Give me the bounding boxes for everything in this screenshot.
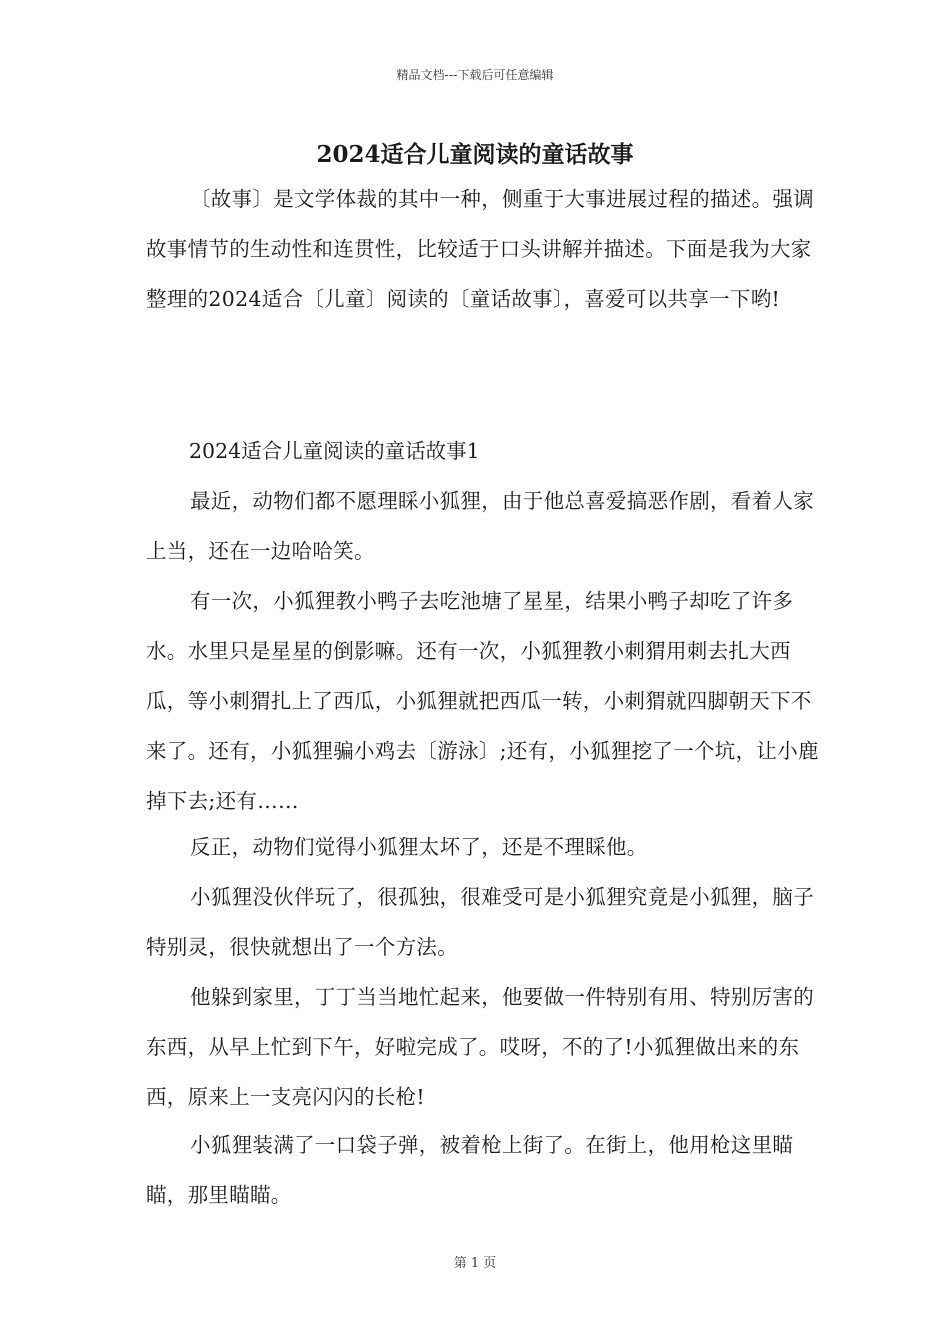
intro-paragraph: 〔故事〕是文学体裁的其中一种，侧重于大事进展过程的描述。强调故事情节的生动性和连贯性，比较适于口头讲解并描述。下面是我为大家整理的2024适合〔儿童〕阅读的〔童话故事〕，喜爱可以共享一下哟!	[146, 187, 814, 311]
section-heading: 2024适合儿童阅读的童话故事1	[189, 439, 480, 463]
page-number: 第 1 页	[453, 1256, 497, 1271]
story-paragraph-3: 反正，动物们觉得小狐狸太坏了，还是不理睬他。	[190, 835, 648, 859]
story-paragraph-4: 小狐狸没伙伴玩了，很孤独，很难受可是小狐狸究竟是小狐狸，脑子特别灵，很快就想出了一个方法。	[146, 885, 814, 959]
story-paragraph-2: 有一次，小狐狸教小鸭子去吃池塘了星星，结果小鸭子却吃了许多水。水里只是星星的倒影嘛。还有一次，小狐狸教小刺猬用刺去扎大西瓜，等小刺猬扎上了西瓜，小狐狸就把西瓜一转，小刺猬就四脚朝天下不来了。还有，小狐狸骗小鸡去〔游泳〕;还有，小狐狸挖了一个坑，让小鹿掉下去;还有……	[146, 589, 819, 813]
story-paragraph-6: 小狐狸装满了一口袋子弹，被着枪上街了。在街上，他用枪这里瞄瞄，那里瞄瞄。	[146, 1133, 794, 1207]
document-title: 2024适合儿童阅读的童话故事	[316, 141, 634, 168]
page-header: 精品文档---下载后可任意编辑	[396, 68, 554, 82]
story-paragraph-5: 他躲到家里，丁丁当当地忙起来，他要做一件特别有用、特别厉害的东西，从早上忙到下午，好啦完成了。哎呀，不的了!小狐狸做出来的东西，原来上一支亮闪闪的长枪!	[146, 985, 814, 1109]
story-paragraph-1: 最近，动物们都不愿理睬小狐狸，由于他总喜爱搞恶作剧，看着人家上当，还在一边哈哈笑。	[146, 489, 814, 563]
